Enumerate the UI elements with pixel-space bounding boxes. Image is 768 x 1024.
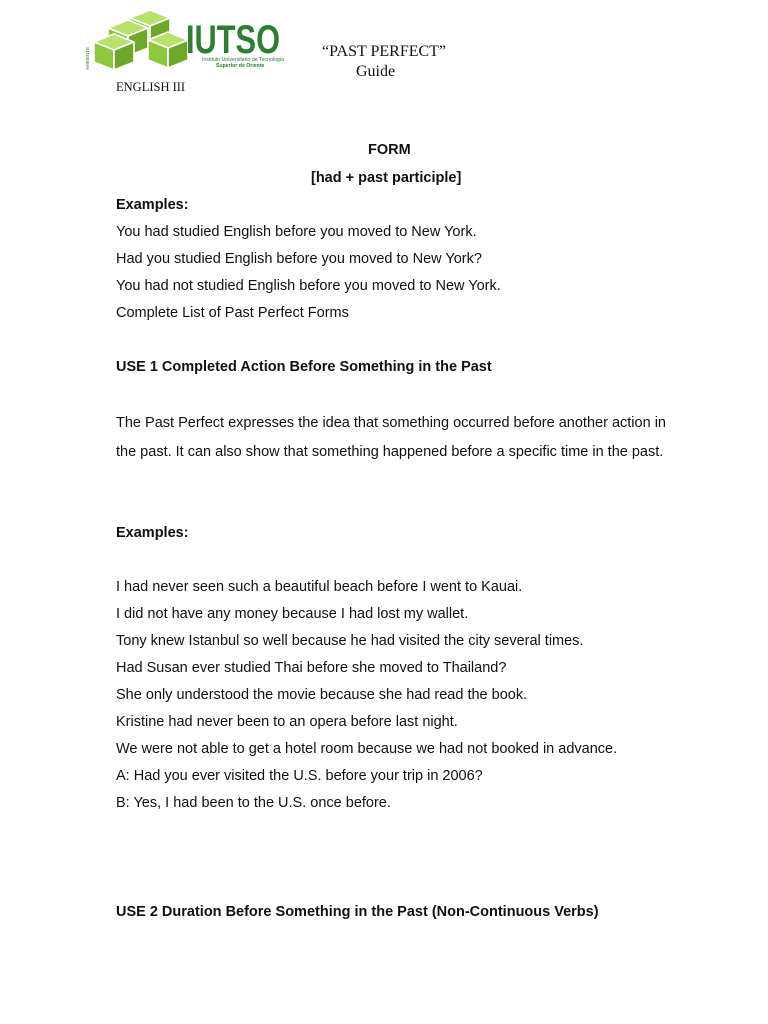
use1-example-8: A: Had you ever visited the U.S. before your trip in 2006? [116, 768, 483, 784]
logo-subtitle-line1: Instituto Universitario de Tecnología [202, 57, 284, 63]
logo-subtitle-line2: Superior de Oriente [216, 63, 265, 69]
course-label: ENGLISH III [116, 80, 186, 94]
use1-examples-label: Examples: [116, 525, 189, 541]
use1-example-6: Kristine had never been to an opera before last night. [116, 714, 458, 730]
document-title: “PAST PERFECT” [322, 43, 447, 60]
document-subtitle: Guide [356, 63, 396, 80]
forms-list-link[interactable]: Complete List of Past Perfect Forms [116, 305, 349, 321]
use1-heading: USE 1 Completed Action Before Something in the Past [116, 359, 492, 375]
form-example-2: Had you studied English before you moved to New York? [116, 251, 482, 267]
use1-example-5: She only understood the movie because she had read the book. [116, 687, 528, 703]
form-formula: [had + past participle] [311, 170, 462, 186]
form-example-3: You had not studied English before you moved to New York. [116, 278, 501, 294]
use2-heading: USE 2 Duration Before Something in the Past (Non-Continuous Verbs) [116, 904, 599, 920]
cube-icon [94, 10, 188, 70]
logo-side-text: AMBIENTE [85, 46, 90, 70]
form-example-1: You had studied English before you moved to New York. [116, 224, 477, 240]
logo-name: IUTSO [186, 18, 280, 62]
use1-example-3: Tony knew Istanbul so well because he had visited the city several times. [116, 633, 584, 649]
use1-example-2: I did not have any money because I had lost my wallet. [116, 606, 469, 622]
iutso-logo [84, 8, 284, 76]
use1-example-4: Had Susan ever studied Thai before she moved to Thailand? [116, 660, 507, 676]
form-examples-label: Examples: [116, 197, 189, 213]
use1-example-9: B: Yes, I had been to the U.S. once before. [116, 795, 391, 811]
use1-example-7: We were not able to get a hotel room because we had not booked in advance. [116, 741, 618, 757]
use1-example-1: I had never seen such a beautiful beach before I went to Kauai. [116, 579, 523, 595]
use1-paragraph: The Past Perfect expresses the idea that something occurred before another action in the past. It can also show that something happened before a specific time in the past. [116, 415, 666, 460]
form-heading: FORM [368, 142, 411, 158]
